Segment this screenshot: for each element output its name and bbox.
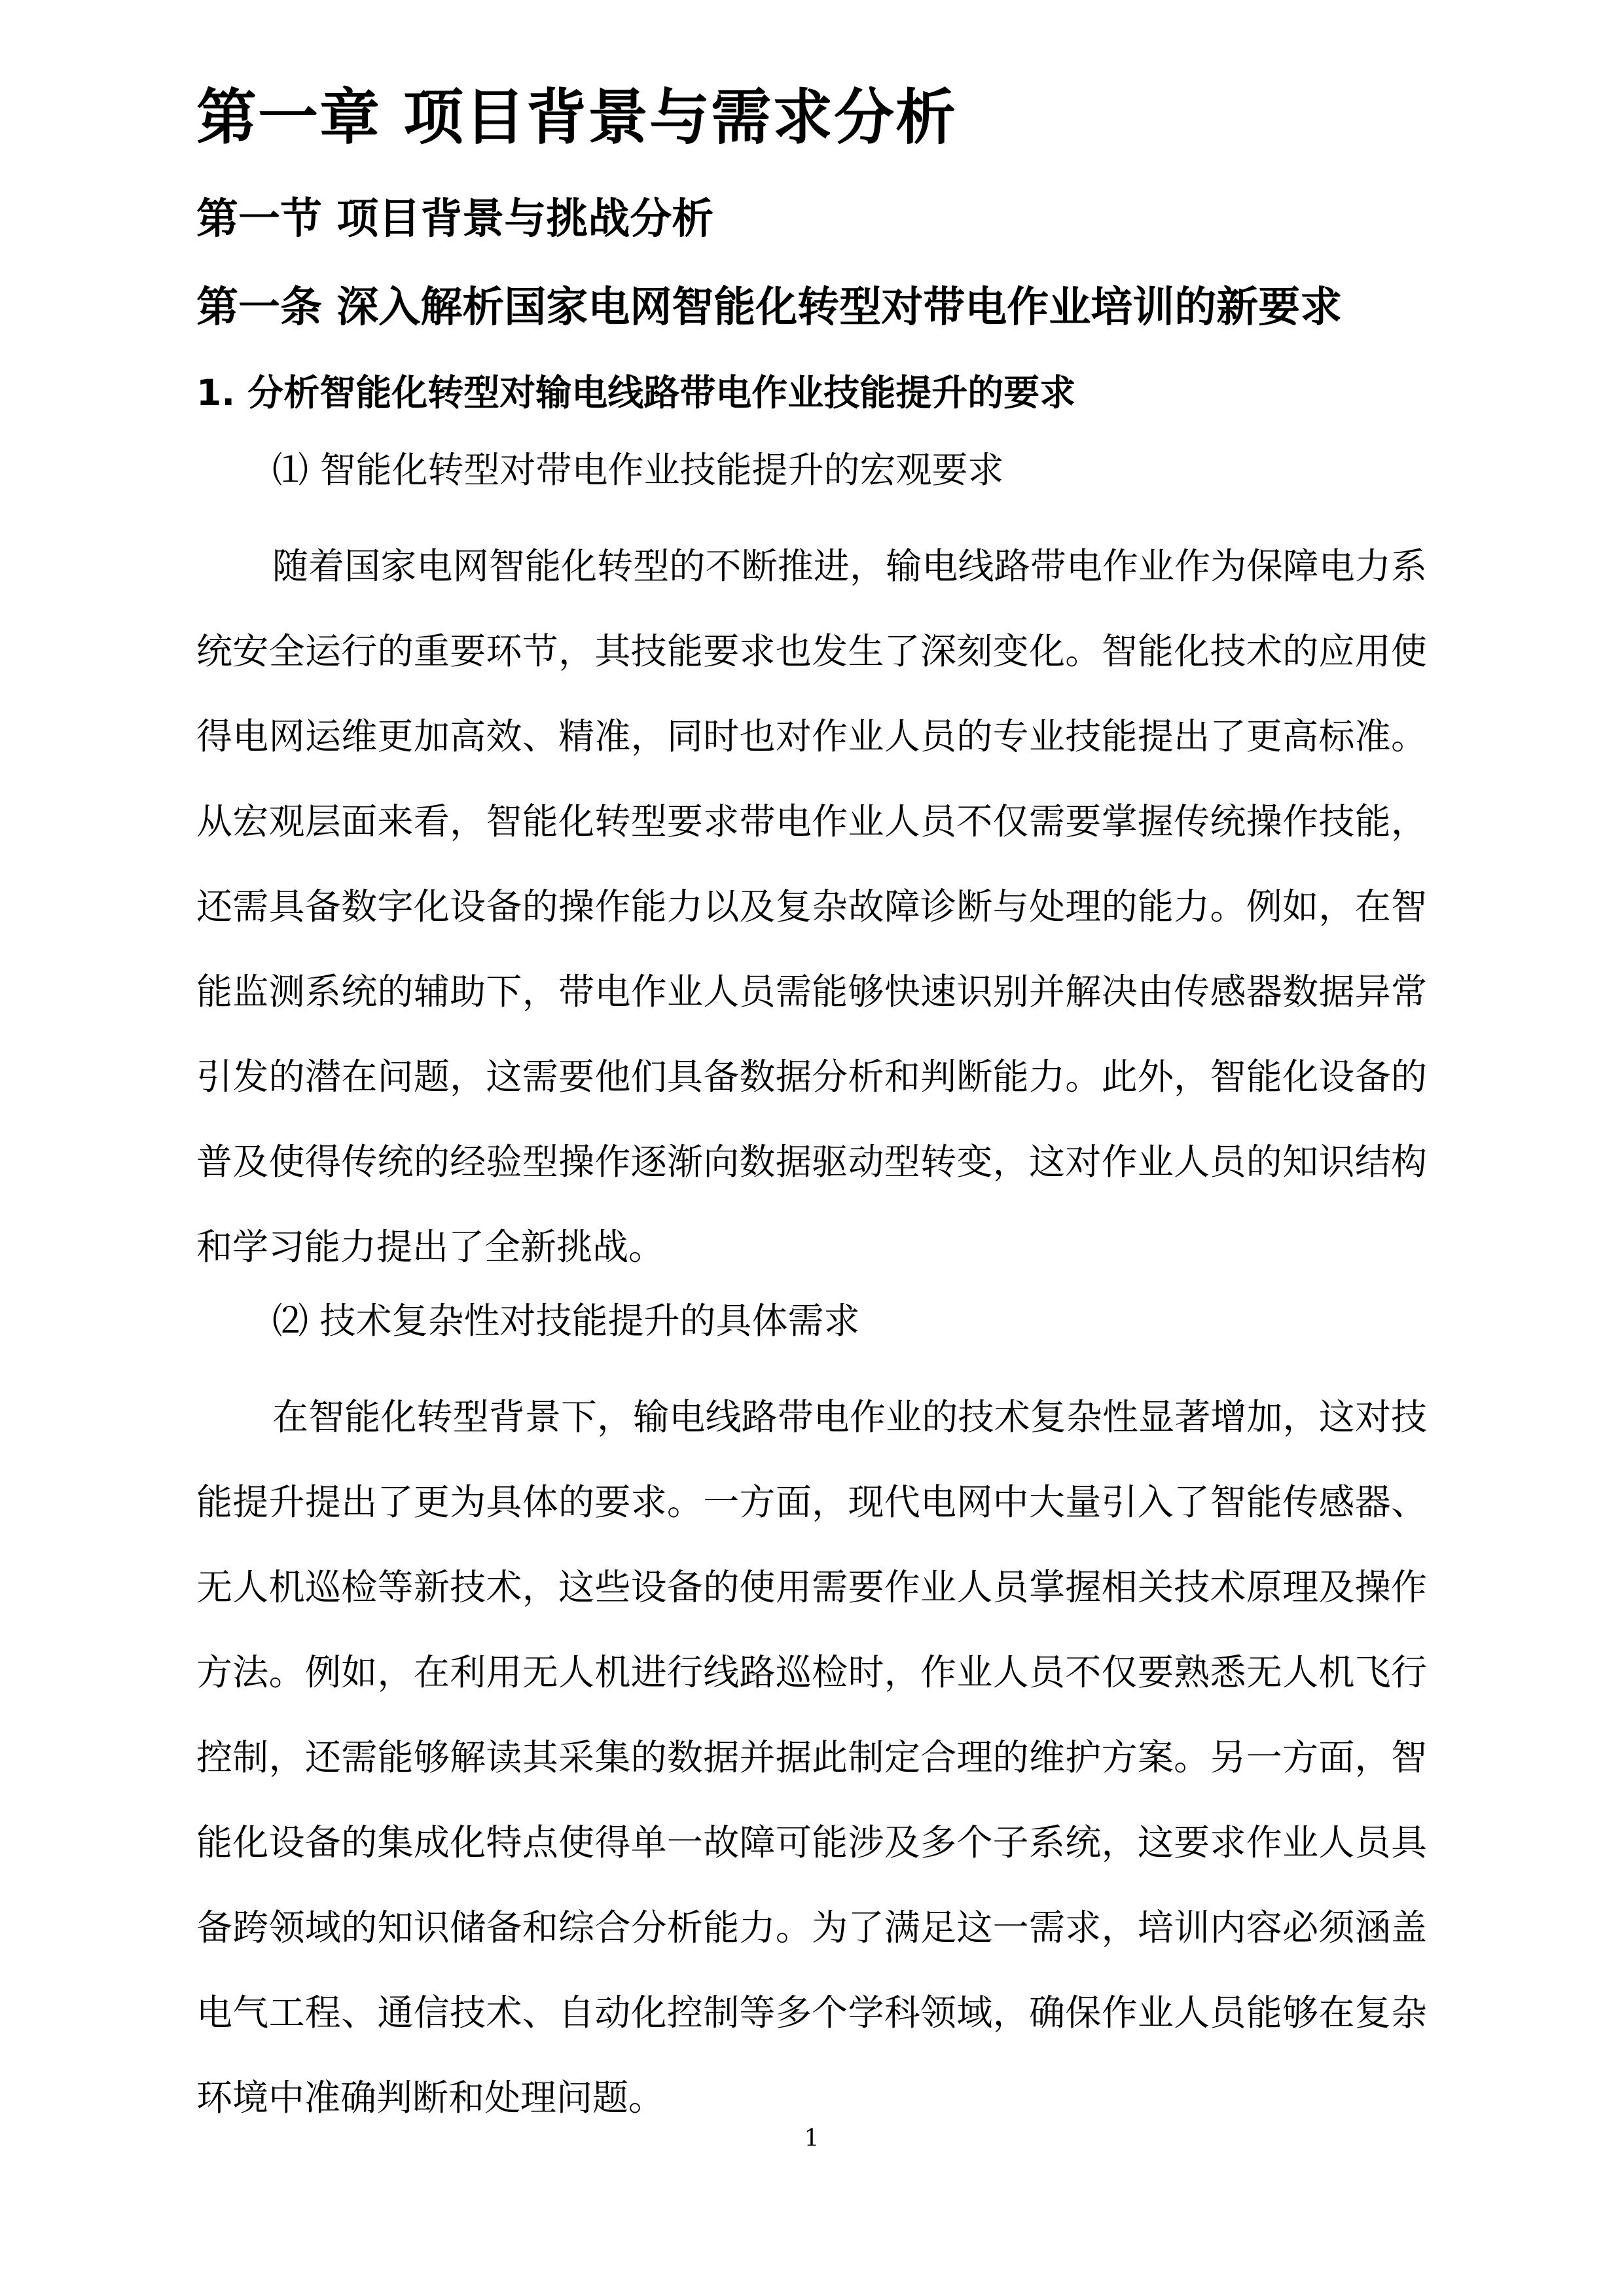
subsection-heading-2: ⑵ 技术复杂性对技能提升的具体需求 [272, 1300, 860, 1342]
article-title: 第一条 深入解析国家电网智能化转型对带电作业培训的新要求 [196, 283, 1343, 332]
page-number: 1 [804, 2125, 820, 2152]
item-title: 1. 分析智能化转型对输电线路带电作业技能提升的要求 [196, 372, 1076, 414]
body-paragraph-1: 随着国家电网智能化转型的不断推进，输电线路带电作业作为保障电力系统安全运行的重要环节，其技能要求也发生了深刻变化。智能化技术的应用使得电网运维更加高效、精准，同时也对作业人员的专业技能提出了更高标准。从宏观层面来看，智能化转型要求带电作业人员不仅需要掌握传统操作技能，还需具备数字化设备的操作能力以及复杂故障诊断与处理的能力。例如，在智能监测系统的辅助下，带电作业人员需能够快速识别并解决由传感器数据异常引发的潜在问题，这需要他们具备数据分析和判断能力。此外，智能化设备的普及使得传统的经验型操作逐渐向数据驱动型转变，这对作业人员的知识结构和学习能力提出了全新挑战。 [196, 545, 1427, 1268]
body-paragraph-2: 在智能化转型背景下，输电线路带电作业的技术复杂性显著增加，这对技能提升提出了更为具体的要求。一方面，现代电网中大量引入了智能传感器、无人机巡检等新技术，这些设备的使用需要作业人员掌握相关技术原理及操作方法。例如，在利用无人机进行线路巡检时，作业人员不仅要熟悉无人机飞行控制，还需能够解读其采集的数据并据此制定合理的维护方案。另一方面，智能化设备的集成化特点使得单一故障可能涉及多个子系统，这要求作业人员具备跨领域的知识储备和综合分析能力。为了满足这一需求，培训内容必须涵盖电气工程、通信技术、自动化控制等多个学科领域，确保作业人员能够在复杂环境中准确判断和处理问题。 [196, 1396, 1427, 2119]
subsection-heading-1: ⑴ 智能化转型对带电作业技能提升的宏观要求 [272, 449, 1004, 491]
document-page [196, 0, 1427, 2296]
chapter-title: 第一章 项目背景与需求分析 [196, 82, 958, 152]
section-title: 第一节 项目背景与挑战分析 [196, 195, 714, 243]
